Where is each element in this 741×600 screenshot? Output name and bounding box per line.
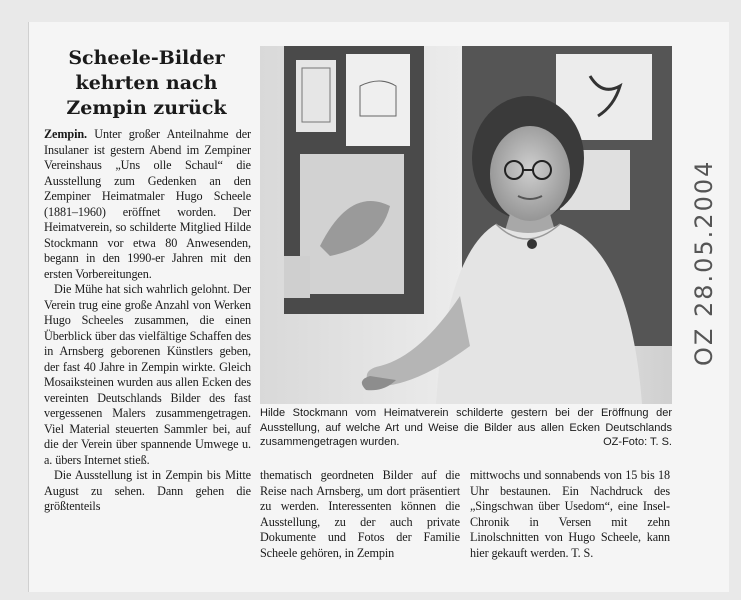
article-paragraph-1: [44, 127, 251, 282]
handwritten-date-text: OZ 28.05.2004: [690, 159, 718, 366]
article-paragraph-4: thematisch geordneten Bilder auf die Reise nach Arnsberg, um dort präsentiert zu werden. Interessenten können die Ausstellung, zu der auch private Dokumente und Fotos der Familie Scheele gehören, in Zempin: [260, 468, 460, 560]
article-column-1: [44, 127, 251, 515]
article-paragraph-2: Die Mühe hat sich wahrlich gelohnt. Der Verein trug eine große Anzahl von Werken Hugo Scheeles zusammen, die einen Überblick über das vielfältige Schaffen des in Arnsberg geborenen Künstlers geben, der fast 40 Jahre in Zempin wirkte. Gleich Mosaiksteinen wurden aus allen Ecken des vereinten Deutschlands Bilder des fast vergessenen Malers zusammengetragen. Viel Material steuerten Sammler bei, auf die der Verein über spannende Umwege u. a. übers Internet stieß.: [44, 282, 251, 467]
headline-line-1: Scheele-Bilder: [68, 47, 225, 69]
headline-line-2: kehrten nach: [75, 72, 218, 94]
photo-illustration: [260, 46, 672, 404]
photo-caption: [260, 406, 672, 450]
article-paragraph-3: Die Ausstellung ist in Zempin bis Mitte August zu sehen. Dann gehen die größtenteils: [44, 468, 251, 513]
article-headline: [44, 46, 249, 121]
article-paragraph-5: mittwochs und sonnabends von 15 bis 18 Uhr bestaunen. Ein Nachdruck des „Singschwan über Usedom“, eine Insel-Chronik in Versen mit zehn Linolschnitten von Hugo Scheele, kann hier gekauft werden. T. S.: [470, 468, 670, 560]
article-photo: [260, 46, 672, 404]
photo-credit: OZ-Foto: T. S.: [603, 436, 672, 448]
article-column-2: [260, 468, 460, 561]
article-column-3: [470, 468, 670, 561]
caption-text: Hilde Stockmann vom Heimatverein schilderte gestern bei der Eröffnung der Ausstellung, auf welche Art und Weise die Bilder aus allen Ecken Deutschlands zusammengetragen wurden.: [260, 407, 672, 448]
paragraph-1-text: Unter großer Anteilnahme der Insulaner ist gestern Abend im Zempiner Vereinshaus „Uns olle Schaul“ die Ausstellung zum Gedenken an den Zempiner Heimatmaler Hugo Scheele (1881–1960) eröffnet worden. Der Heimatverein, so schilderte Mitglied Hilde Stockmann vor etwa 80 Anwesenden, begann in den 1990-er Jahren mit den ersten Vorbereitungen.: [44, 127, 251, 281]
handwritten-date-note: [680, 108, 730, 370]
dateline: Zempin.: [44, 127, 87, 141]
headline-line-3: Zempin zurück: [66, 97, 227, 119]
